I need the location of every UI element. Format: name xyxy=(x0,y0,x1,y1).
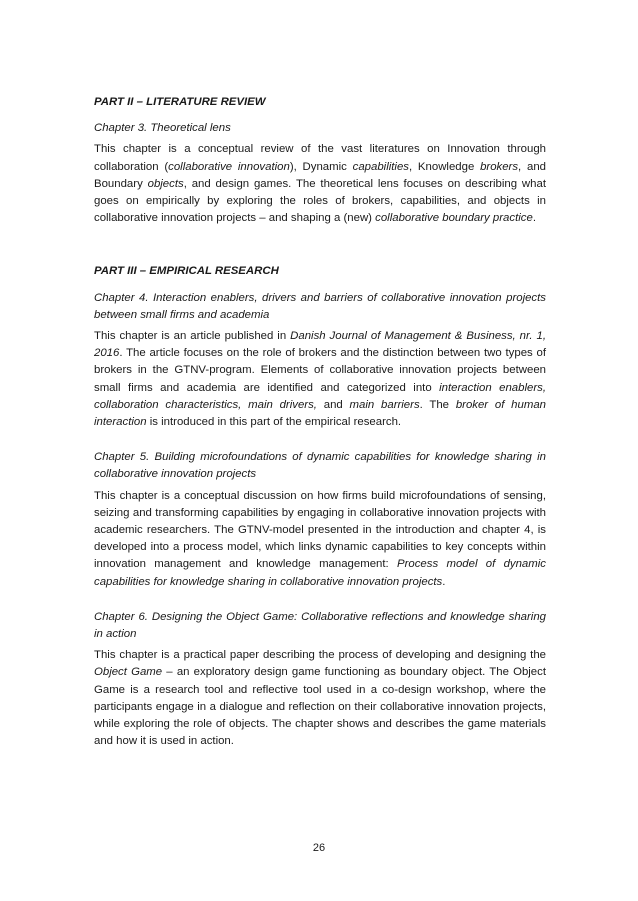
text-run: and xyxy=(316,398,350,411)
italic-run: Danish Journal of Management & Business, nr. 1, 2016 xyxy=(94,330,546,360)
chapter-3-body xyxy=(94,141,546,227)
chapter-3-title: Chapter 3. Theoretical lens xyxy=(94,122,231,135)
text-run: is introduced in this part of the empirical research. xyxy=(146,416,402,429)
text-run: , and Boundary xyxy=(94,160,546,190)
text-run: This chapter is a conceptual review of the vast literatures on Innovation through collaboration ( xyxy=(94,143,546,173)
italic-run: objects xyxy=(147,177,184,190)
text-run: This chapter is a practical paper describing the process of developing and designing the xyxy=(94,649,546,662)
italic-run: interaction enablers, collaboration characteristics, main drivers, xyxy=(94,381,546,411)
chapter-6-title: Chapter 6. Designing the Object Game: Collaborative reflections and knowledge sharing in action xyxy=(94,610,546,641)
italic-run: Object Game xyxy=(94,666,163,679)
text-run: This chapter is an article published in xyxy=(94,330,291,343)
chapter-5-body xyxy=(94,488,546,591)
text-run: . The xyxy=(419,398,456,411)
italic-run: capabilities xyxy=(352,160,409,173)
text-run: . xyxy=(442,575,446,588)
text-run: This chapter is a conceptual discussion on how firms build microfoundations of sensing, seizing and transforming capabilities by engaging in collaborative innovation projects with academic researchers. The GTNV-model presented in the introduction and chapter 4, is developed into a process model, which links dynamic capabilities to key concepts within innovation management and knowledge management: xyxy=(94,489,546,571)
italic-run: main barriers xyxy=(349,398,420,411)
italic-run: brokers xyxy=(480,160,519,173)
text-run: . xyxy=(532,212,536,225)
italic-run: Process model of dynamic capabilities for knowledge sharing in collaborative innovation projects xyxy=(94,558,546,588)
chapter-4-title: Chapter 4. Interaction enablers, drivers and barriers of collaborative innovation projects between small firms and academia xyxy=(94,291,546,321)
text-run: , Knowledge xyxy=(408,160,481,173)
text-run: – an exploratory design game functioning as boundary object. The Object Game is a research tool and reflective tool used in a co-design workshop, where the participants engage in a dialogue and reflection on their collaborative innovation projects, while exploring the role of objects. The chapter shows and describes the game materials and how it is used in action. xyxy=(94,666,547,748)
part-3-heading: PART III – EMPIRICAL RESEARCH xyxy=(94,265,279,278)
italic-run: collaborative boundary practice xyxy=(375,212,533,225)
document-page xyxy=(94,94,546,751)
page-number: 26 xyxy=(312,842,326,854)
part-2-heading: PART II – LITERATURE REVIEW xyxy=(94,96,266,108)
text-run: ), Dynamic xyxy=(289,160,353,173)
text-run: . The article focuses on the role of brokers and the distinction between two types of brokers in the GTNV-program. Elements of collaborative innovation projects between small firms and academia are identified and categorized into xyxy=(94,347,546,394)
chapter-5-title: Chapter 5. Building microfoundations of dynamic capabilities for knowledge sharing in collaborative innovation projects xyxy=(94,451,546,481)
chapter-6-body xyxy=(94,647,546,750)
chapter-4-body xyxy=(94,328,546,431)
italic-run: collaborative innovation xyxy=(168,160,290,173)
italic-run: broker of human interaction xyxy=(94,398,547,429)
text-run: , and design games. The theoretical lens focuses on describing what goes on empirically by exploring the roles of brokers, capabilities, and objects in collaborative innovation projects – and shaping a (new) xyxy=(94,177,546,225)
